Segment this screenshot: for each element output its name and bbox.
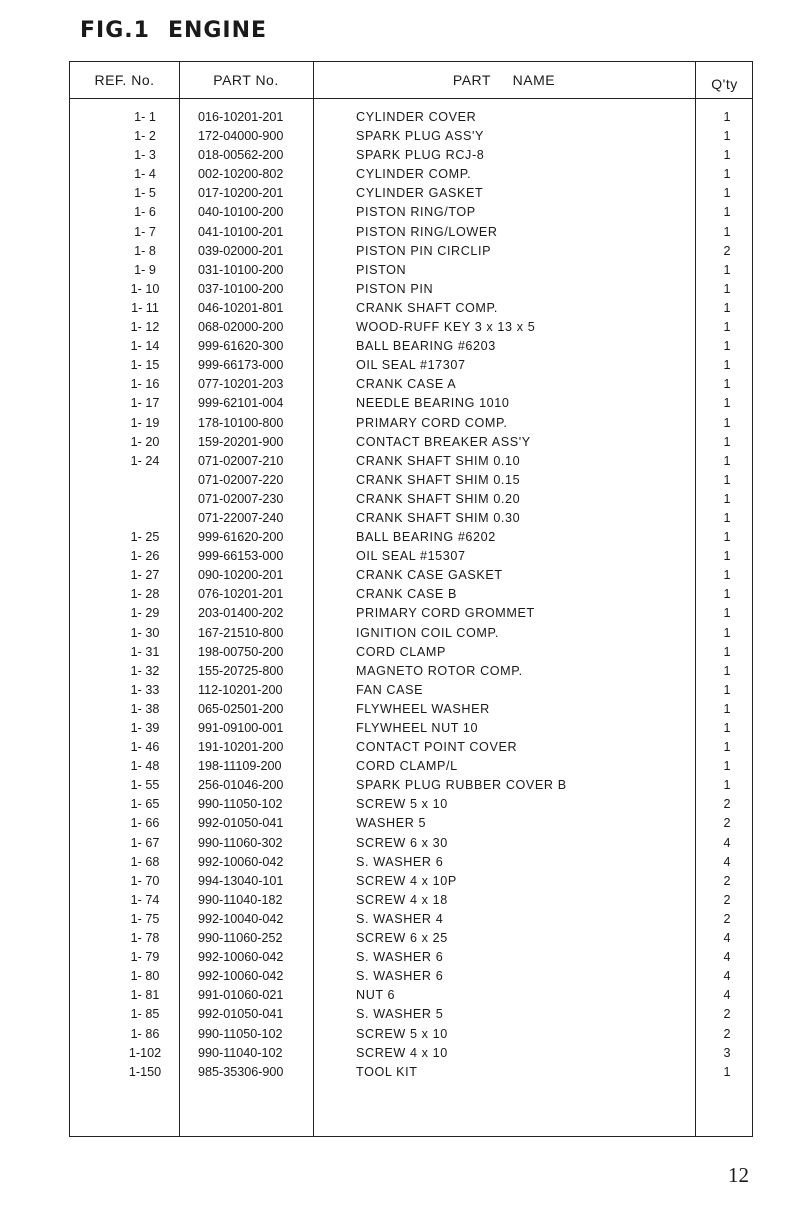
- part-no-cell: 990-11040-182: [198, 892, 283, 907]
- part-no-cell: 994-13040-101: [198, 873, 284, 888]
- part-name-cell: SCREW 4 x 10: [356, 1045, 448, 1060]
- part-name-cell: NEEDLE BEARING 1010: [356, 396, 510, 411]
- ref-no-cell: 1- 30: [130, 625, 160, 640]
- qty-cell: 2: [723, 1026, 731, 1041]
- part-no-cell: 992-10040-042: [198, 911, 284, 926]
- qty-cell: 2: [723, 892, 731, 907]
- table-row: [70, 700, 752, 719]
- qty-cell: 1: [723, 339, 731, 354]
- part-name-cell: S. WASHER 6: [356, 969, 444, 984]
- part-name-cell: S. WASHER 4: [356, 911, 444, 926]
- table-row: [70, 509, 752, 528]
- part-name-cell: SPARK PLUG RCJ-8: [356, 148, 485, 163]
- part-name-cell: BALL BEARING #6203: [356, 339, 496, 354]
- table-row: [70, 452, 752, 471]
- table-row: [70, 203, 752, 222]
- part-no-cell: 112-10201-200: [198, 682, 283, 697]
- qty-cell: 4: [723, 969, 731, 984]
- part-name-cell: CRANK CASE A: [356, 377, 457, 392]
- table-row: [70, 375, 752, 394]
- part-name-cell: CRANK SHAFT SHIM 0.20: [356, 491, 521, 506]
- qty-cell: 1: [723, 167, 731, 182]
- part-name-cell: CRANK CASE B: [356, 587, 457, 602]
- part-no-cell: 992-01050-041: [198, 1007, 284, 1022]
- table-row: [70, 242, 752, 261]
- ref-no-cell: 1- 81: [130, 988, 160, 1003]
- table-row: [70, 624, 752, 643]
- part-name-cell: FLYWHEEL NUT 10: [356, 721, 479, 735]
- part-name-cell: WOOD-RUFF KEY 3 x 13 x 5: [356, 320, 536, 335]
- ref-no-cell: 1- 67: [130, 835, 160, 850]
- part-no-cell: 071-02007-220: [198, 472, 284, 487]
- ref-no-cell: 1- 4: [134, 167, 156, 182]
- table-row: [70, 738, 752, 757]
- part-name-cell: CYLINDER COVER: [356, 110, 477, 124]
- part-no-cell: 065-02501-200: [198, 701, 284, 716]
- part-no-cell: 990-11060-302: [198, 835, 283, 850]
- ref-no-cell: 1- 20: [130, 434, 160, 449]
- qty-cell: 2: [723, 873, 731, 888]
- table-row: [70, 127, 752, 146]
- qty-cell: 1: [723, 510, 731, 525]
- table-row: [70, 1025, 752, 1044]
- part-no-cell: 203-01400-202: [198, 606, 284, 621]
- ref-no-cell: 1- 25: [130, 530, 160, 545]
- part-name-cell: CRANK CASE GASKET: [356, 568, 503, 583]
- qty-cell: 1: [723, 148, 731, 163]
- qty-cell: 1: [723, 110, 731, 124]
- part-no-cell: 071-22007-240: [198, 510, 284, 525]
- qty-cell: 1: [723, 358, 731, 373]
- table-row: [70, 223, 752, 242]
- table-row: [70, 337, 752, 356]
- table-row: [70, 776, 752, 795]
- part-no-cell: 991-09100-001: [198, 721, 284, 735]
- table-row: [70, 929, 752, 948]
- table-row: [70, 165, 752, 184]
- table-row: [70, 471, 752, 490]
- part-name-cell: SCREW 5 x 10: [356, 797, 448, 812]
- table-row: [70, 1044, 752, 1063]
- table-row: [70, 146, 752, 165]
- table-row: [70, 433, 752, 452]
- part-name-cell: TOOL KIT: [356, 1064, 418, 1079]
- table-row: [70, 490, 752, 509]
- table-row: [70, 604, 752, 623]
- part-name-cell: SCREW 5 x 10: [356, 1026, 448, 1041]
- qty-cell: 1: [723, 300, 731, 315]
- header-part-no: PART No.: [213, 72, 279, 88]
- part-name-cell: CRANK SHAFT SHIM 0.15: [356, 472, 521, 487]
- ref-no-cell: 1- 75: [130, 911, 160, 926]
- table-row: [70, 414, 752, 433]
- table-row: [70, 585, 752, 604]
- table-row: [70, 299, 752, 318]
- qty-cell: 1: [723, 530, 731, 545]
- ref-no-cell: 1- 85: [130, 1007, 160, 1022]
- part-name-cell: PISTON PIN CIRCLIP: [356, 243, 492, 258]
- table-row: [70, 872, 752, 891]
- qty-cell: 1: [723, 778, 731, 793]
- part-no-cell: 999-66173-000: [198, 358, 284, 373]
- part-no-cell: 016-10201-201: [198, 110, 284, 124]
- part-name-cell: MAGNETO ROTOR COMP.: [356, 663, 523, 678]
- table-row: [70, 853, 752, 872]
- ref-no-cell: 1- 31: [130, 644, 160, 659]
- part-no-cell: 990-11050-102: [198, 1026, 283, 1041]
- qty-cell: 1: [723, 568, 731, 583]
- part-name-cell: S. WASHER 6: [356, 854, 444, 869]
- qty-cell: 1: [723, 682, 731, 697]
- qty-cell: 1: [723, 491, 731, 506]
- qty-cell: 2: [723, 797, 731, 812]
- table-row: [70, 108, 752, 127]
- qty-cell: 1: [723, 186, 731, 201]
- ref-no-cell: 1- 86: [130, 1026, 160, 1041]
- table-row: [70, 184, 752, 203]
- part-name-cell: PRIMARY CORD GROMMET: [356, 606, 535, 621]
- part-no-cell: 071-02007-230: [198, 491, 284, 506]
- part-no-cell: 041-10100-201: [198, 224, 284, 239]
- table-row: [70, 757, 752, 776]
- ref-no-cell: 1- 80: [130, 969, 160, 984]
- qty-cell: 1: [723, 205, 731, 220]
- ref-no-cell: 1-102: [128, 1045, 162, 1060]
- ref-no-cell: 1- 12: [130, 320, 160, 335]
- ref-no-cell: 1- 2: [134, 129, 156, 144]
- part-no-cell: 090-10200-201: [198, 568, 284, 583]
- table-row: [70, 356, 752, 375]
- qty-cell: 1: [723, 740, 731, 755]
- part-no-cell: 992-01050-041: [198, 816, 284, 831]
- ref-no-cell: 1- 10: [130, 281, 160, 296]
- ref-no-cell: 1- 38: [130, 701, 160, 716]
- qty-cell: 2: [723, 1007, 731, 1022]
- table-row: [70, 795, 752, 814]
- part-no-cell: 999-61620-300: [198, 339, 284, 354]
- part-no-cell: 992-10060-042: [198, 950, 284, 965]
- qty-cell: 1: [723, 759, 731, 774]
- part-no-cell: 990-11050-102: [198, 797, 283, 812]
- part-no-cell: 990-11040-102: [198, 1045, 283, 1060]
- ref-no-cell: 1-150: [128, 1064, 162, 1079]
- part-name-cell: CRANK SHAFT SHIM 0.10: [356, 453, 521, 468]
- table-row: [70, 891, 752, 910]
- table-row: [70, 719, 752, 738]
- part-no-cell: 077-10201-203: [198, 377, 284, 392]
- part-name-cell: SCREW 4 x 10P: [356, 873, 457, 888]
- part-no-cell: 256-01046-200: [198, 778, 284, 793]
- ref-no-cell: 1- 48: [130, 759, 160, 774]
- table-row: [70, 528, 752, 547]
- qty-cell: 1: [723, 415, 731, 430]
- ref-no-cell: 1- 39: [130, 721, 160, 735]
- ref-no-cell: 1- 17: [130, 396, 160, 411]
- ref-no-cell: 1- 46: [130, 740, 160, 755]
- part-name-cell: OIL SEAL #17307: [356, 358, 466, 373]
- parts-table: [69, 61, 753, 1137]
- part-no-cell: 159-20201-900: [198, 434, 284, 449]
- part-no-cell: 039-02000-201: [198, 243, 284, 258]
- ref-no-cell: 1- 14: [130, 339, 160, 354]
- qty-cell: 1: [723, 663, 731, 678]
- qty-cell: 2: [723, 911, 731, 926]
- ref-no-cell: 1- 3: [134, 148, 156, 163]
- qty-cell: 1: [723, 320, 731, 335]
- part-name-cell: FLYWHEEL WASHER: [356, 701, 490, 716]
- part-no-cell: 017-10200-201: [198, 186, 284, 201]
- qty-cell: 1: [723, 606, 731, 621]
- qty-cell: 1: [723, 377, 731, 392]
- part-name-cell: SPARK PLUG ASS'Y: [356, 129, 484, 144]
- part-no-cell: 999-62101-004: [198, 396, 284, 411]
- qty-cell: 1: [723, 262, 731, 277]
- part-no-cell: 985-35306-900: [198, 1064, 284, 1079]
- part-name-cell: PISTON: [356, 262, 407, 277]
- part-no-cell: 040-10100-200: [198, 205, 284, 220]
- qty-cell: 4: [723, 931, 731, 946]
- part-no-cell: 999-61620-200: [198, 530, 284, 545]
- header-qty: Q'ty: [711, 76, 738, 92]
- qty-cell: 1: [723, 549, 731, 564]
- qty-cell: 1: [723, 472, 731, 487]
- part-no-cell: 037-10100-200: [198, 281, 284, 296]
- part-no-cell: 155-20725-800: [198, 663, 284, 678]
- qty-cell: 4: [723, 988, 731, 1003]
- part-name-cell: NUT 6: [356, 988, 396, 1003]
- qty-cell: 3: [723, 1045, 731, 1060]
- ref-no-cell: 1- 8: [134, 243, 156, 258]
- qty-cell: 1: [723, 701, 731, 716]
- header-ref-no: REF. No.: [94, 72, 155, 88]
- part-name-cell: OIL SEAL #15307: [356, 549, 466, 564]
- ref-no-cell: 1- 65: [130, 797, 160, 812]
- ref-no-cell: 1- 1: [134, 110, 156, 124]
- part-name-cell: SPARK PLUG RUBBER COVER B: [356, 778, 567, 793]
- ref-no-cell: 1- 55: [130, 778, 160, 793]
- page-title: [80, 18, 267, 43]
- qty-cell: 4: [723, 950, 731, 965]
- part-name-cell: CRANK SHAFT SHIM 0.30: [356, 510, 521, 525]
- ref-no-cell: 1- 9: [134, 262, 156, 277]
- part-name-cell: WASHER 5: [356, 816, 427, 831]
- ref-no-cell: 1- 11: [131, 300, 159, 315]
- figure-name: ENGINE: [167, 18, 268, 43]
- part-name-cell: CYLINDER COMP.: [356, 167, 472, 182]
- part-no-cell: 172-04000-900: [198, 129, 284, 144]
- ref-no-cell: 1- 24: [130, 453, 160, 468]
- part-name-cell: CORD CLAMP: [356, 644, 446, 659]
- part-name-cell: PRIMARY CORD COMP.: [356, 415, 508, 430]
- ref-no-cell: 1- 78: [130, 931, 160, 946]
- figure-label: FIG.1: [80, 18, 150, 43]
- part-no-cell: 198-11109-200: [198, 759, 282, 774]
- qty-cell: 4: [723, 854, 731, 869]
- part-name-cell: SCREW 6 x 30: [356, 835, 448, 850]
- table-row: [70, 967, 752, 986]
- qty-cell: 1: [723, 721, 731, 735]
- ref-no-cell: 1- 28: [130, 587, 160, 602]
- part-no-cell: 992-10060-042: [198, 854, 284, 869]
- ref-no-cell: 1- 79: [130, 950, 160, 965]
- table-row: [70, 280, 752, 299]
- part-name-cell: IGNITION COIL COMP.: [356, 625, 499, 640]
- table-row: [70, 681, 752, 700]
- ref-no-cell: 1- 32: [130, 663, 160, 678]
- part-name-cell: CONTACT POINT COVER: [356, 740, 518, 755]
- part-name-cell: SCREW 6 x 25: [356, 931, 448, 946]
- part-no-cell: 046-10201-801: [198, 300, 284, 315]
- ref-no-cell: 1- 33: [130, 682, 160, 697]
- table-row: [70, 910, 752, 929]
- part-name-cell: S. WASHER 5: [356, 1007, 444, 1022]
- ref-no-cell: 1- 6: [134, 205, 156, 220]
- part-no-cell: 990-11060-252: [198, 931, 283, 946]
- qty-cell: 1: [723, 587, 731, 602]
- part-name-cell: FAN CASE: [356, 682, 424, 697]
- part-no-cell: 071-02007-210: [198, 453, 284, 468]
- part-no-cell: 191-10201-200: [198, 740, 284, 755]
- qty-cell: 1: [723, 625, 731, 640]
- ref-no-cell: 1- 26: [130, 549, 160, 564]
- ref-no-cell: 1- 19: [130, 415, 160, 430]
- part-no-cell: 018-00562-200: [198, 148, 284, 163]
- ref-no-cell: 1- 5: [134, 186, 156, 201]
- part-name-cell: PISTON RING/LOWER: [356, 224, 498, 239]
- ref-no-cell: 1- 27: [130, 568, 160, 583]
- qty-cell: 1: [723, 224, 731, 239]
- part-no-cell: 031-10100-200: [198, 262, 284, 277]
- part-name-cell: S. WASHER 6: [356, 950, 444, 965]
- table-row: [70, 814, 752, 833]
- part-no-cell: 198-00750-200: [198, 644, 284, 659]
- qty-cell: 1: [723, 1064, 731, 1079]
- part-no-cell: 002-10200-802: [198, 167, 284, 182]
- ref-no-cell: 1- 7: [134, 224, 156, 239]
- table-row: [70, 261, 752, 280]
- table-row: [70, 318, 752, 337]
- part-no-cell: 076-10201-201: [198, 587, 284, 602]
- qty-cell: 1: [723, 644, 731, 659]
- part-no-cell: 991-01060-021: [198, 988, 284, 1003]
- table-row: [70, 547, 752, 566]
- part-no-cell: 068-02000-200: [198, 320, 284, 335]
- qty-cell: 1: [723, 129, 731, 144]
- part-name-cell: SCREW 4 x 18: [356, 892, 448, 907]
- ref-no-cell: 1- 29: [130, 606, 160, 621]
- ref-no-cell: 1- 70: [130, 873, 160, 888]
- table-row: [70, 986, 752, 1005]
- part-no-cell: 167-21510-800: [198, 625, 284, 640]
- table-row: [70, 662, 752, 681]
- part-no-cell: 999-66153-000: [198, 549, 284, 564]
- table-row: [70, 1063, 752, 1082]
- table-row: [70, 566, 752, 585]
- header-divider: [70, 98, 752, 99]
- table-row: [70, 643, 752, 662]
- parts-list: [70, 108, 752, 1082]
- table-row: [70, 834, 752, 853]
- part-name-cell: CORD CLAMP/L: [356, 759, 458, 774]
- part-name-cell: CONTACT BREAKER ASS'Y: [356, 434, 531, 449]
- qty-cell: 2: [723, 816, 731, 831]
- part-name-cell: CYLINDER GASKET: [356, 186, 484, 201]
- qty-cell: 1: [723, 453, 731, 468]
- header-part-name: PART NAME: [452, 72, 556, 88]
- ref-no-cell: 1- 15: [130, 358, 160, 373]
- part-name-cell: CRANK SHAFT COMP.: [356, 300, 498, 315]
- ref-no-cell: 1- 16: [130, 377, 160, 392]
- page-number: 12: [728, 1163, 749, 1187]
- part-name-cell: PISTON RING/TOP: [356, 205, 476, 220]
- table-row: [70, 948, 752, 967]
- table-row: [70, 394, 752, 413]
- qty-cell: 2: [723, 243, 731, 258]
- qty-cell: 4: [723, 835, 731, 850]
- ref-no-cell: 1- 66: [130, 816, 160, 831]
- qty-cell: 1: [723, 434, 731, 449]
- ref-no-cell: 1- 68: [130, 854, 160, 869]
- part-no-cell: 992-10060-042: [198, 969, 284, 984]
- qty-cell: 1: [723, 396, 731, 411]
- part-name-cell: BALL BEARING #6202: [356, 530, 496, 545]
- part-no-cell: 178-10100-800: [198, 415, 284, 430]
- part-name-cell: PISTON PIN: [356, 281, 434, 296]
- ref-no-cell: 1- 74: [130, 892, 160, 907]
- table-row: [70, 1005, 752, 1024]
- qty-cell: 1: [723, 281, 731, 296]
